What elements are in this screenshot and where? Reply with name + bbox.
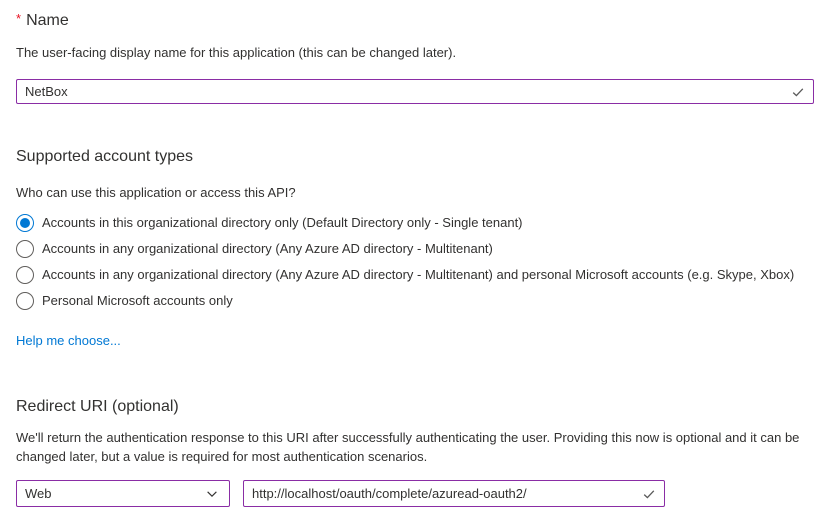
- help-me-choose-link[interactable]: Help me choose...: [16, 333, 121, 348]
- redirect-uri-title: Redirect URI (optional): [16, 398, 179, 415]
- account-types-question: Who can use this application or access this API?: [16, 185, 296, 200]
- radio-option-label: Accounts in this organizational directory only (Default Directory only - Single tenant): [42, 215, 523, 230]
- radio-option-label: Personal Microsoft accounts only: [42, 293, 233, 308]
- radio-button-icon[interactable]: [16, 266, 34, 284]
- radio-option-label: Accounts in any organizational directory (Any Azure AD directory - Multitenant) and personal Microsoft accounts (e.g. Skype, Xbox): [42, 267, 795, 282]
- name-description: The user-facing display name for this application (this can be changed later).: [16, 45, 457, 60]
- redirect-uri-controls: [16, 480, 814, 507]
- platform-select[interactable]: [16, 480, 230, 507]
- redirect-uri-description: We'll return the authentication response to this URI after successfully authenticating the user. Providing this now is optional and it can be changed later, but a value is required for most authentication scenarios.: [16, 430, 800, 464]
- account-types-title: Supported account types: [16, 148, 194, 165]
- radio-button-icon[interactable]: [16, 292, 34, 310]
- radio-button-icon[interactable]: [16, 214, 34, 232]
- redirect-uri-input-container: [243, 480, 665, 507]
- radio-option-multitenant-personal[interactable]: [16, 262, 814, 288]
- radio-button-icon[interactable]: [16, 240, 34, 258]
- account-types-radio-group: [16, 210, 814, 314]
- radio-option-multitenant[interactable]: [16, 236, 814, 262]
- platform-select-value: Web: [25, 486, 52, 501]
- redirect-uri-input[interactable]: [243, 480, 665, 507]
- required-asterisk: *: [16, 11, 22, 26]
- radio-option-single-tenant[interactable]: [16, 210, 814, 236]
- name-section-title: Name: [26, 12, 69, 29]
- radio-option-personal-only[interactable]: [16, 288, 814, 314]
- name-input-container: [16, 79, 814, 104]
- radio-option-label: Accounts in any organizational directory (Any Azure AD directory - Multitenant): [42, 241, 493, 256]
- register-application-form: [0, 10, 829, 507]
- name-input[interactable]: [16, 79, 814, 104]
- name-section-header: [16, 10, 814, 32]
- chevron-down-icon: [205, 487, 219, 501]
